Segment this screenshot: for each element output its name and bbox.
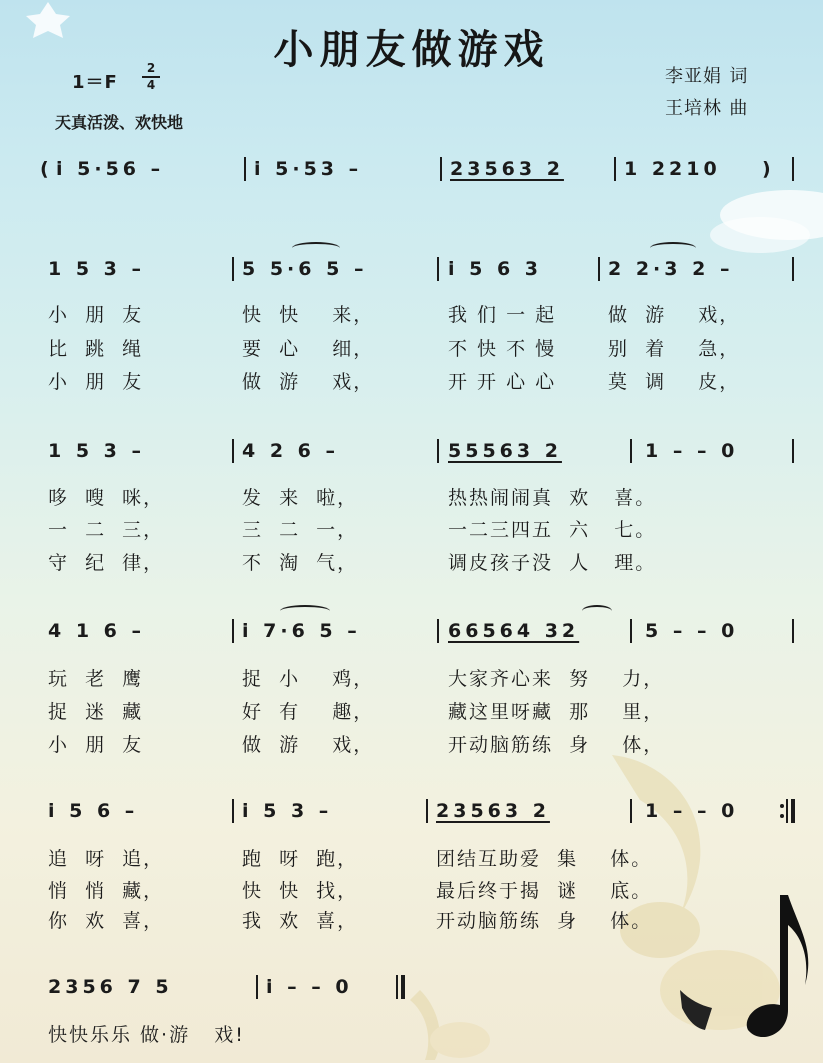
row3-lyric-v3-m3: 开动脑筋练 身 体， <box>448 734 665 756</box>
row3-measure-2: i 7·6 5 – <box>242 620 361 642</box>
lyricist-role: 词 <box>729 66 749 87</box>
tempo-marking: 天真活泼、欢快地 <box>55 113 184 132</box>
row4-measure-4: 1 – – 0 <box>645 800 739 822</box>
composer-credit <box>665 94 748 120</box>
row2-measure-4: 1 – – 0 <box>645 440 739 462</box>
row1-lyric-v2-m2: 要 心 细， <box>242 338 375 360</box>
barline <box>614 157 616 181</box>
row1-lyric-v2-m3: 不 快 不 慢 <box>448 338 557 360</box>
row1-lyric-v1-m2: 快 快 来， <box>242 304 375 326</box>
row1-lyric-v3-m1: 小 朋 友 <box>48 371 144 393</box>
row4-lyric-v3-m3: 开动脑筋练 身 体。 <box>436 910 653 932</box>
row4-lyric-v3-m2: 我 欢 喜， <box>242 910 359 932</box>
cloud-shape <box>710 217 810 253</box>
row1-measure-3: i 5 6 3 <box>448 258 543 280</box>
barline <box>630 799 632 823</box>
lyricist-credit <box>665 62 748 88</box>
row3-lyric-v1-m2: 捉 小 鸡， <box>242 668 375 690</box>
barline <box>792 157 794 181</box>
intro-open-paren: ( <box>40 158 53 180</box>
intro-measure-4: 1 2210 <box>624 158 721 180</box>
row4-measure-1: i 5 6 – <box>48 800 139 822</box>
barline <box>437 439 439 463</box>
row1-lyric-v3-m2: 做 游 戏， <box>242 371 375 393</box>
intro-close-paren: ) <box>762 158 775 180</box>
row2-lyric-v3-m1: 守 纪 律， <box>48 552 165 574</box>
row1-measure-4: 2 2·3 2 – <box>608 258 734 280</box>
final-barline <box>401 975 405 999</box>
barline <box>786 799 788 823</box>
row2-lyric-v1-m2: 发 来 啦， <box>242 487 359 509</box>
end-repeat-barline <box>791 799 795 823</box>
intro-measure-3: 23563 2 <box>450 158 564 180</box>
key-signature: 1＝F <box>72 72 118 93</box>
coda-measure-1: 2356 7 5 <box>48 976 173 998</box>
row4-measure-2: i 5 3 – <box>242 800 333 822</box>
slur-mark <box>582 605 612 617</box>
row1-lyric-v1-m1: 小 朋 友 <box>48 304 144 326</box>
barline <box>232 799 234 823</box>
row4-lyric-v2-m2: 快 快 找， <box>242 880 359 902</box>
song-title: 小朋友做游戏 <box>273 27 550 73</box>
lyricist-name: 李亚娟 <box>665 66 722 87</box>
barline <box>232 619 234 643</box>
time-signature-top: 2 <box>146 61 156 75</box>
barline <box>232 257 234 281</box>
row2-lyric-v2-m1: 一 二 三， <box>48 519 165 541</box>
intro-measure-1: i 5·56 – <box>56 158 165 180</box>
row1-lyric-v1-m3: 我 们 一 起 <box>448 304 557 326</box>
row2-lyric-v3-m2: 不 淘 气， <box>242 552 359 574</box>
barline <box>232 439 234 463</box>
row2-measure-1: 1 5 3 – <box>48 440 146 462</box>
row2-lyric-v1-m1: 哆 嗖 咪， <box>48 487 165 509</box>
row3-lyric-v1-m1: 玩 老 鹰 <box>48 668 144 690</box>
barline <box>426 799 428 823</box>
row3-lyric-v2-m2: 好 有 趣， <box>242 701 375 723</box>
row4-lyric-v2-m1: 悄 悄 藏， <box>48 880 165 902</box>
row3-lyric-v2-m3: 藏这里呀藏 那 里， <box>448 701 665 723</box>
intro-measure-2: i 5·53 – <box>254 158 363 180</box>
row3-lyric-v1-m3: 大家齐心来 努 力， <box>448 668 665 690</box>
time-signature <box>142 62 160 92</box>
row2-measure-2: 4 2 6 – <box>242 440 340 462</box>
barline <box>256 975 258 999</box>
slur-mark <box>650 242 696 254</box>
repeat-dot <box>780 814 784 818</box>
composer-name: 王培林 <box>665 98 722 119</box>
row4-measure-3: 23563 2 <box>436 800 550 822</box>
barline <box>792 257 794 281</box>
barline <box>792 619 794 643</box>
repeat-dot <box>780 804 784 808</box>
row1-measure-1: 1 5 3 – <box>48 258 146 280</box>
row4-lyric-v1-m1: 追 呀 追， <box>48 848 165 870</box>
barline <box>792 439 794 463</box>
row4-lyric-v1-m3: 团结互助爱 集 体。 <box>436 848 653 870</box>
row2-lyric-v2-m2: 三 二 一， <box>242 519 359 541</box>
row3-measure-1: 4 1 6 – <box>48 620 146 642</box>
row3-lyric-v3-m2: 做 游 戏， <box>242 734 375 756</box>
row4-lyric-v3-m1: 你 欢 喜， <box>48 910 165 932</box>
coda-measure-2: i – – 0 <box>266 976 353 998</box>
barline <box>630 619 632 643</box>
row1-lyric-v3-m3: 开 开 心 心 <box>448 371 557 393</box>
row1-lyric-v2-m4: 别 着 急， <box>608 338 741 360</box>
row2-measure-3: 55563 2 <box>448 440 562 462</box>
row4-lyric-v1-m2: 跑 呀 跑， <box>242 848 359 870</box>
barline <box>630 439 632 463</box>
barline <box>244 157 246 181</box>
slur-mark <box>292 242 340 254</box>
slur-mark <box>280 605 330 617</box>
barline <box>437 619 439 643</box>
row1-measure-2: 5 5·6 5 – <box>242 258 368 280</box>
time-signature-bottom: 4 <box>146 78 156 92</box>
coda-lyric: 快快乐乐 做·游 戏! <box>48 1024 245 1046</box>
row3-measure-4: 5 – – 0 <box>645 620 739 642</box>
row4-lyric-v2-m3: 最后终于揭 谜 底。 <box>436 880 653 902</box>
barline <box>396 975 398 999</box>
barline <box>437 257 439 281</box>
row1-lyric-v1-m4: 做 游 戏， <box>608 304 741 326</box>
row1-lyric-v3-m4: 莫 调 皮， <box>608 371 741 393</box>
composer-role: 曲 <box>729 98 749 119</box>
row2-lyric-v3-m3: 调皮孩子没 人 理。 <box>448 552 657 574</box>
row2-lyric-v2-m3: 一二三四五 六 七。 <box>448 519 657 541</box>
row3-measure-3: 66564 32 <box>448 620 580 642</box>
row1-lyric-v2-m1: 比 跳 绳 <box>48 338 144 360</box>
row3-lyric-v3-m1: 小 朋 友 <box>48 734 144 756</box>
barline <box>598 257 600 281</box>
row3-lyric-v2-m1: 捉 迷 藏 <box>48 701 144 723</box>
barline <box>440 157 442 181</box>
row2-lyric-v1-m3: 热热闹闹真 欢 喜。 <box>448 487 657 509</box>
